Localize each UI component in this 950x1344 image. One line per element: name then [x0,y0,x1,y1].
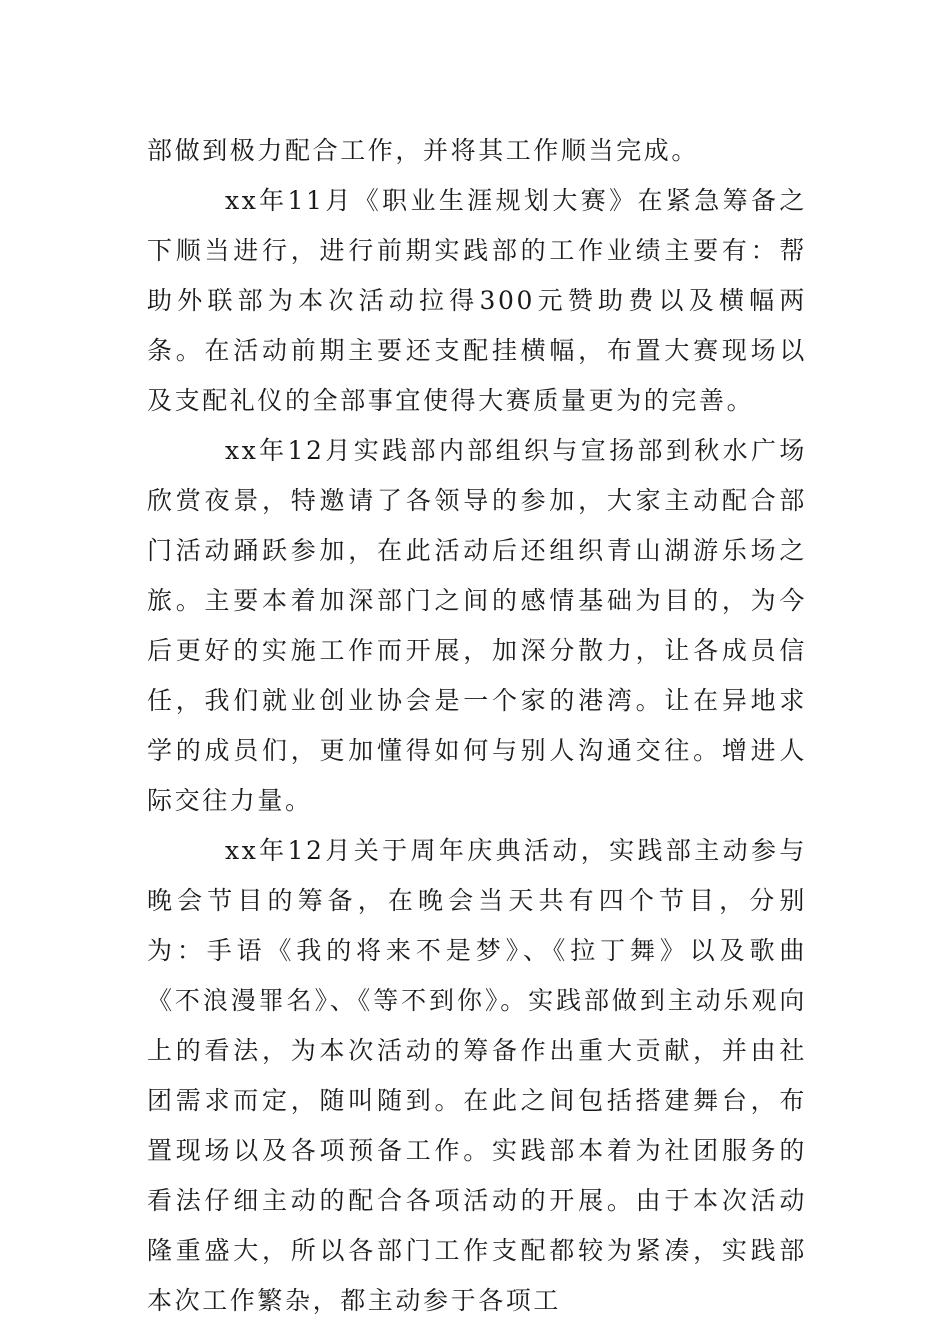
paragraph-anniversary-celebration: xx年12月关于周年庆典活动，实践部主动参与晚会节目的筹备，在晚会当天共有四个节目，分别为：手语《我的将来不是梦》、《拉丁舞》以及歌曲《不浪漫罪名》、《等不到你》。实践部做到主动乐观向上的看法，为本次活动的筹备作出重大贡献，并由社团需求而定，随叫随到。在此之间包括搭建舞台，布置现场以及各项预备工作。实践部本着为社团服务的看法仔细主动的配合各项活动的开展。由于本次活动隆重盛大，所以各部门工作支配都较为紧凑，实践部本次工作繁杂，都主动参于各项工 [147,836,807,1315]
paragraph-continuation: 部做到极力配合工作，并将其工作顺当完成。 [147,136,700,165]
document-body [147,126,807,1326]
paragraph-career-planning-contest: xx年11月《职业生涯规划大赛》在紧急筹备之下顺当进行，进行前期实践部的工作业绩主要有：帮助外联部为本次活动拉得300元赞助费以及横幅两条。在活动前期主要还支配挂横幅，布置大赛现场以及支配礼仪的全部事宜使得大赛质量更为的完善。 [147,186,807,415]
paragraph-night-view-activity: xx年12月实践部内部组织与宣扬部到秋水广场欣赏夜景，特邀请了各领导的参加，大家主动配合部门活动踊跃参加，在此活动后还组织青山湖游乐场之旅。主要本着加深部门之间的感情基础为目的，为今后更好的实施工作而开展，加深分散力，让各成员信任，我们就业创业协会是一个家的港湾。让在异地求学的成员们，更加懂得如何与别人沟通交往。增进人际交往力量。 [147,436,807,815]
